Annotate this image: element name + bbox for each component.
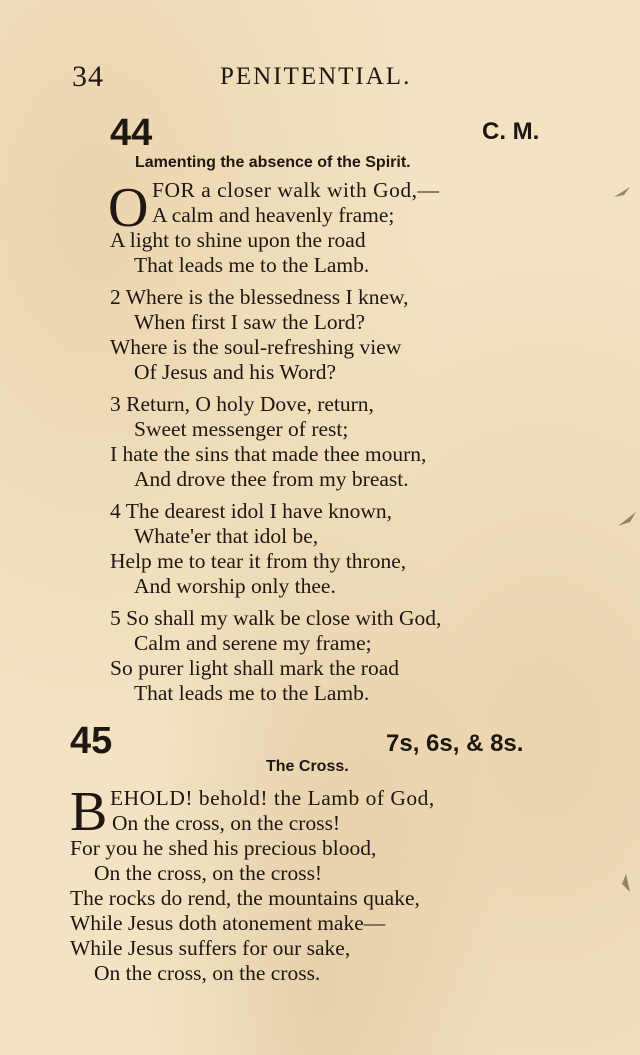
running-head: PENITENTIAL.: [220, 63, 412, 90]
hymn-45-line-4: On the cross, on the cross!: [94, 861, 323, 885]
hymn-44-verse-5-line-3: So purer light shall mark the road: [110, 656, 399, 680]
hymn-44-verse-5-line-2: Calm and serene my frame;: [134, 631, 372, 655]
hymn-45-drop-cap: B: [70, 781, 108, 843]
hymn-44-drop-cap: O: [108, 177, 149, 239]
hymn-44-verse-2-line-3: Where is the soul-refreshing view: [110, 335, 402, 359]
hymn-45-number: 45: [70, 720, 113, 762]
hymn-44-verse-5-line-4: That leads me to the Lamb.: [134, 681, 370, 705]
hymn-44-verse-4-line-1: 4 The dearest idol I have known,: [110, 499, 393, 523]
hymn-45-line-6: While Jesus doth atonement make—: [70, 911, 386, 935]
hymn-44-verse-1-line-3: A light to shine upon the road: [110, 228, 366, 252]
hymn-45-line-7: While Jesus suffers for our sake,: [70, 936, 351, 960]
hymn-45-line-2: On the cross, on the cross!: [112, 811, 341, 835]
hymn-44-verse-2-line-1: 2 Where is the blessedness I knew,: [110, 285, 409, 309]
hymn-45-subtitle: The Cross.: [266, 758, 349, 775]
hymn-45-line-1: EHOLD! behold! the Lamb of God,: [110, 786, 435, 810]
hymn-44-verse-2-line-4: Of Jesus and his Word?: [134, 360, 337, 384]
hymn-44-verse-5-line-1: 5 So shall my walk be close with God,: [110, 606, 442, 630]
hymn-44-verse-3-line-4: And drove thee from my breast.: [134, 467, 409, 491]
hymn-44-verse-3-line-3: I hate the sins that made thee mourn,: [110, 442, 427, 466]
stray-ink-mark: [618, 872, 634, 894]
hymn-44-verse-4-line-2: Whate'er that idol be,: [134, 524, 319, 548]
hymn-45-line-5: The rocks do rend, the mountains quake,: [70, 886, 420, 910]
hymn-44-verse-1-line-2: A calm and heavenly frame;: [152, 203, 395, 227]
hymn-44-number: 44: [110, 112, 153, 154]
hymn-44-subtitle: Lamenting the absence of the Spirit.: [135, 154, 411, 171]
hymn-44-verse-3-line-1: 3 Return, O holy Dove, return,: [110, 392, 374, 416]
hymn-44-verse-2-line-2: When first I saw the Lord?: [134, 310, 366, 334]
hymn-45-line-3: For you he shed his precious blood,: [70, 836, 377, 860]
stray-ink-mark: [612, 185, 632, 199]
hymn-44-verse-1-line-4: That leads me to the Lamb.: [134, 253, 370, 277]
hymn-44-verse-4-line-3: Help me to tear it from thy throne,: [110, 549, 407, 573]
hymn-45-meter: 7s, 6s, & 8s.: [386, 730, 524, 757]
hymn-44-meter: C. M.: [482, 118, 540, 145]
hymn-44-verse-3-line-2: Sweet messenger of rest;: [134, 417, 349, 441]
hymn-45-line-8: On the cross, on the cross.: [94, 961, 321, 985]
stray-ink-mark: [616, 508, 638, 530]
page-number: 34: [72, 60, 104, 93]
hymn-44-verse-4-line-4: And worship only thee.: [134, 574, 336, 598]
hymn-44-verse-1-line-1: FOR a closer walk with God,—: [152, 178, 440, 202]
